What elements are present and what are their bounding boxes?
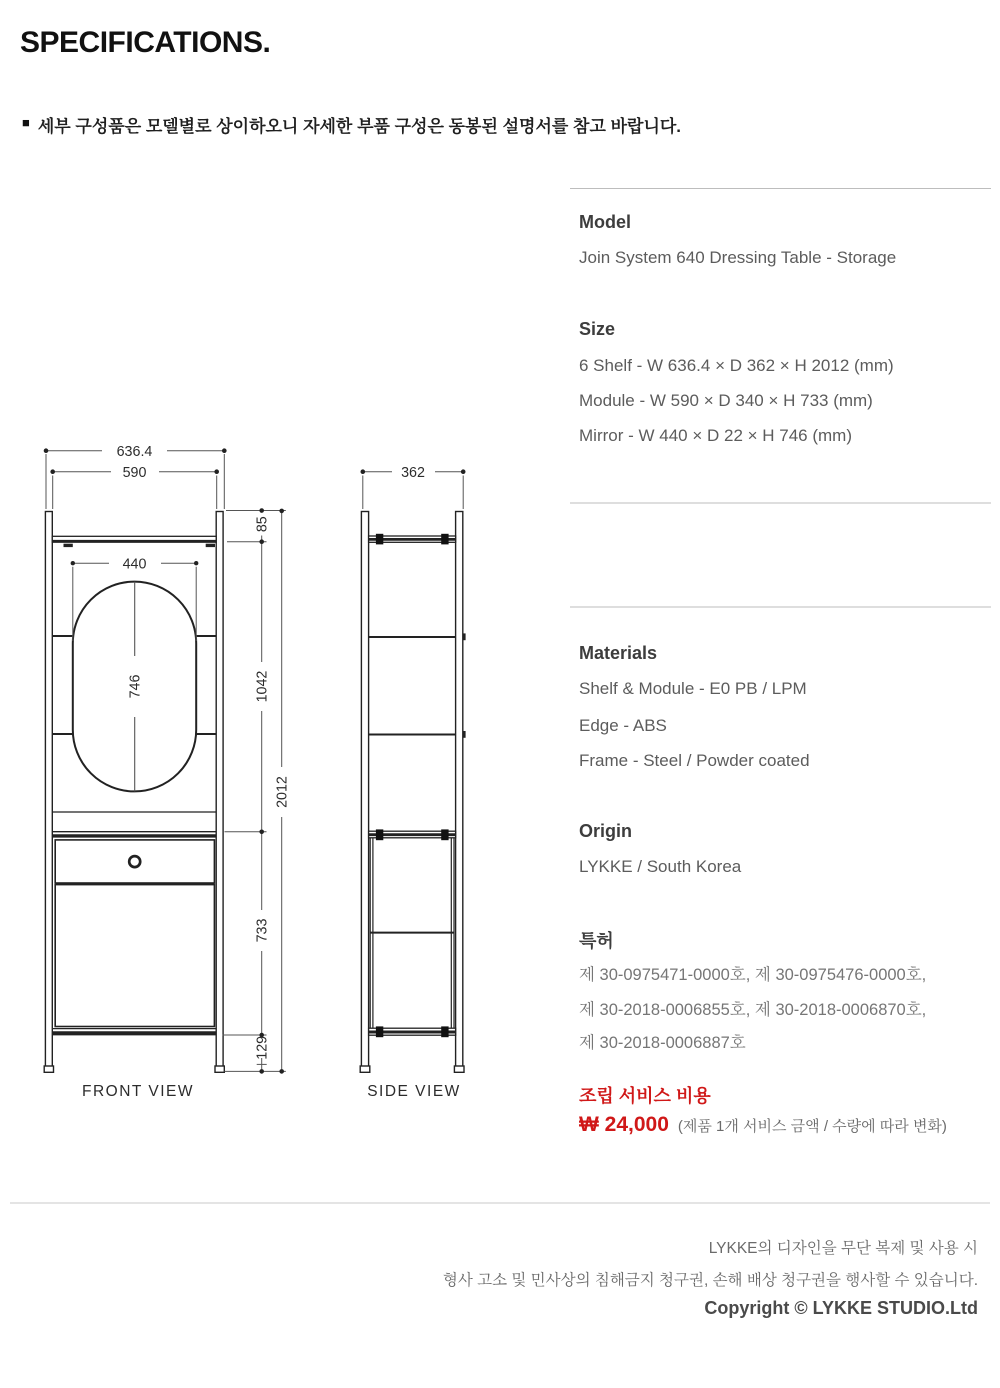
technical-drawing: [0, 430, 520, 1110]
front-mirror: [73, 582, 196, 792]
front-right-foot: [215, 1066, 224, 1072]
patent-line: 제 30-0975471-0000호, 제 30-0975476-0000호,: [579, 966, 927, 984]
model-value: Join System 640 Dressing Table - Storage: [579, 248, 897, 267]
front-module-height-label: 733: [254, 918, 271, 943]
divider-mid-2: [570, 606, 991, 608]
front-bottom-offset-label: 129: [254, 1035, 271, 1060]
divider-mid-1: [570, 502, 991, 504]
front-top-offset-label: 85: [254, 516, 271, 533]
materials-heading: Materials: [579, 643, 658, 663]
size-item: 6 Shelf - W 636.4 × D 362 × H 2012 (mm): [579, 356, 894, 375]
side-bottom-shelf: [369, 1026, 456, 1037]
assembly-price-note: (제품 1개 서비스 금액 / 수량에 따라 변화): [677, 1118, 947, 1135]
front-right-post: [216, 512, 223, 1067]
origin-heading: Origin: [579, 821, 632, 841]
side-right-post: [456, 512, 463, 1067]
note-bullet-icon: ■: [22, 115, 30, 130]
front-module-panel: [55, 885, 214, 1027]
front-frame-width-label: 590: [122, 464, 147, 481]
front-view-caption: FRONT VIEW: [81, 1083, 195, 1100]
side-top-shelf: [369, 534, 456, 545]
size-item: Mirror - W 440 × D 22 × H 746 (mm): [579, 426, 853, 445]
front-bottom-shelf: [52, 1029, 216, 1034]
front-left-post: [45, 512, 52, 1067]
size-item: Module - W 590 × D 340 × H 733 (mm): [579, 391, 873, 410]
front-mirror-height-label: 746: [127, 674, 144, 699]
side-shelf-3-nub: [463, 731, 466, 738]
divider-footer: [10, 1202, 990, 1204]
drawer-knob: [129, 856, 140, 867]
assembly-price: ₩ 24,000: [579, 1113, 669, 1136]
side-desk-shelf: [369, 829, 456, 840]
materials-item: Edge - ABS: [579, 716, 667, 735]
patent-line: 제 30-2018-0006887호: [579, 1034, 746, 1052]
front-mirror-width-label: 440: [122, 556, 147, 573]
side-left-post: [361, 512, 368, 1067]
front-top-shelf: [52, 536, 216, 547]
note-text: 세부 구성품은 모델별로 상이하오니 자세한 부품 구성은 동봉된 설명서를 참고 바랍니다.: [37, 117, 682, 136]
patent-line: 제 30-2018-0006855호, 제 30-2018-0006870호,: [579, 1001, 927, 1019]
side-left-foot: [360, 1066, 370, 1072]
materials-item: Shelf & Module - E0 PB / LPM: [579, 679, 807, 698]
front-upper-section-label: 1042: [254, 670, 271, 703]
front-overall-width-label: 636.4: [116, 443, 153, 460]
front-view-drawing: [44, 444, 291, 1100]
page-title: SPECIFICATIONS.: [20, 26, 271, 59]
divider-top: [570, 188, 991, 189]
side-depth-label: 362: [401, 464, 425, 481]
materials-item: Frame - Steel / Powder coated: [579, 751, 810, 770]
origin-value: LYKKE / South Korea: [579, 857, 742, 876]
side-right-foot: [454, 1066, 464, 1072]
side-view-drawing: [360, 465, 465, 1100]
footer-notice-line2: 형사 고소 및 민사상의 침해금지 청구권, 손해 배상 청구권을 행사할 수 있습니다.: [442, 1272, 978, 1289]
front-overall-height-label: 2012: [274, 776, 291, 808]
model-heading: Model: [579, 212, 631, 232]
side-shelf-2-nub: [463, 633, 466, 640]
size-heading: Size: [579, 319, 616, 339]
front-drawer: [55, 840, 214, 884]
front-left-foot: [44, 1066, 53, 1072]
side-module-box: [370, 838, 454, 1030]
front-desk-shelf: [52, 832, 216, 836]
assembly-price-row: [579, 1113, 989, 1137]
footer-copyright: Copyright © LYKKE STUDIO.Ltd: [704, 1298, 978, 1318]
note: [22, 112, 681, 137]
footer-notice-line1: LYKKE의 디자인을 무단 복제 및 사용 시: [708, 1240, 978, 1257]
patent-heading: 특허: [579, 931, 614, 951]
assembly-cost-heading: 조립 서비스 비용: [579, 1086, 711, 1106]
side-view-caption: SIDE VIEW: [367, 1083, 461, 1100]
